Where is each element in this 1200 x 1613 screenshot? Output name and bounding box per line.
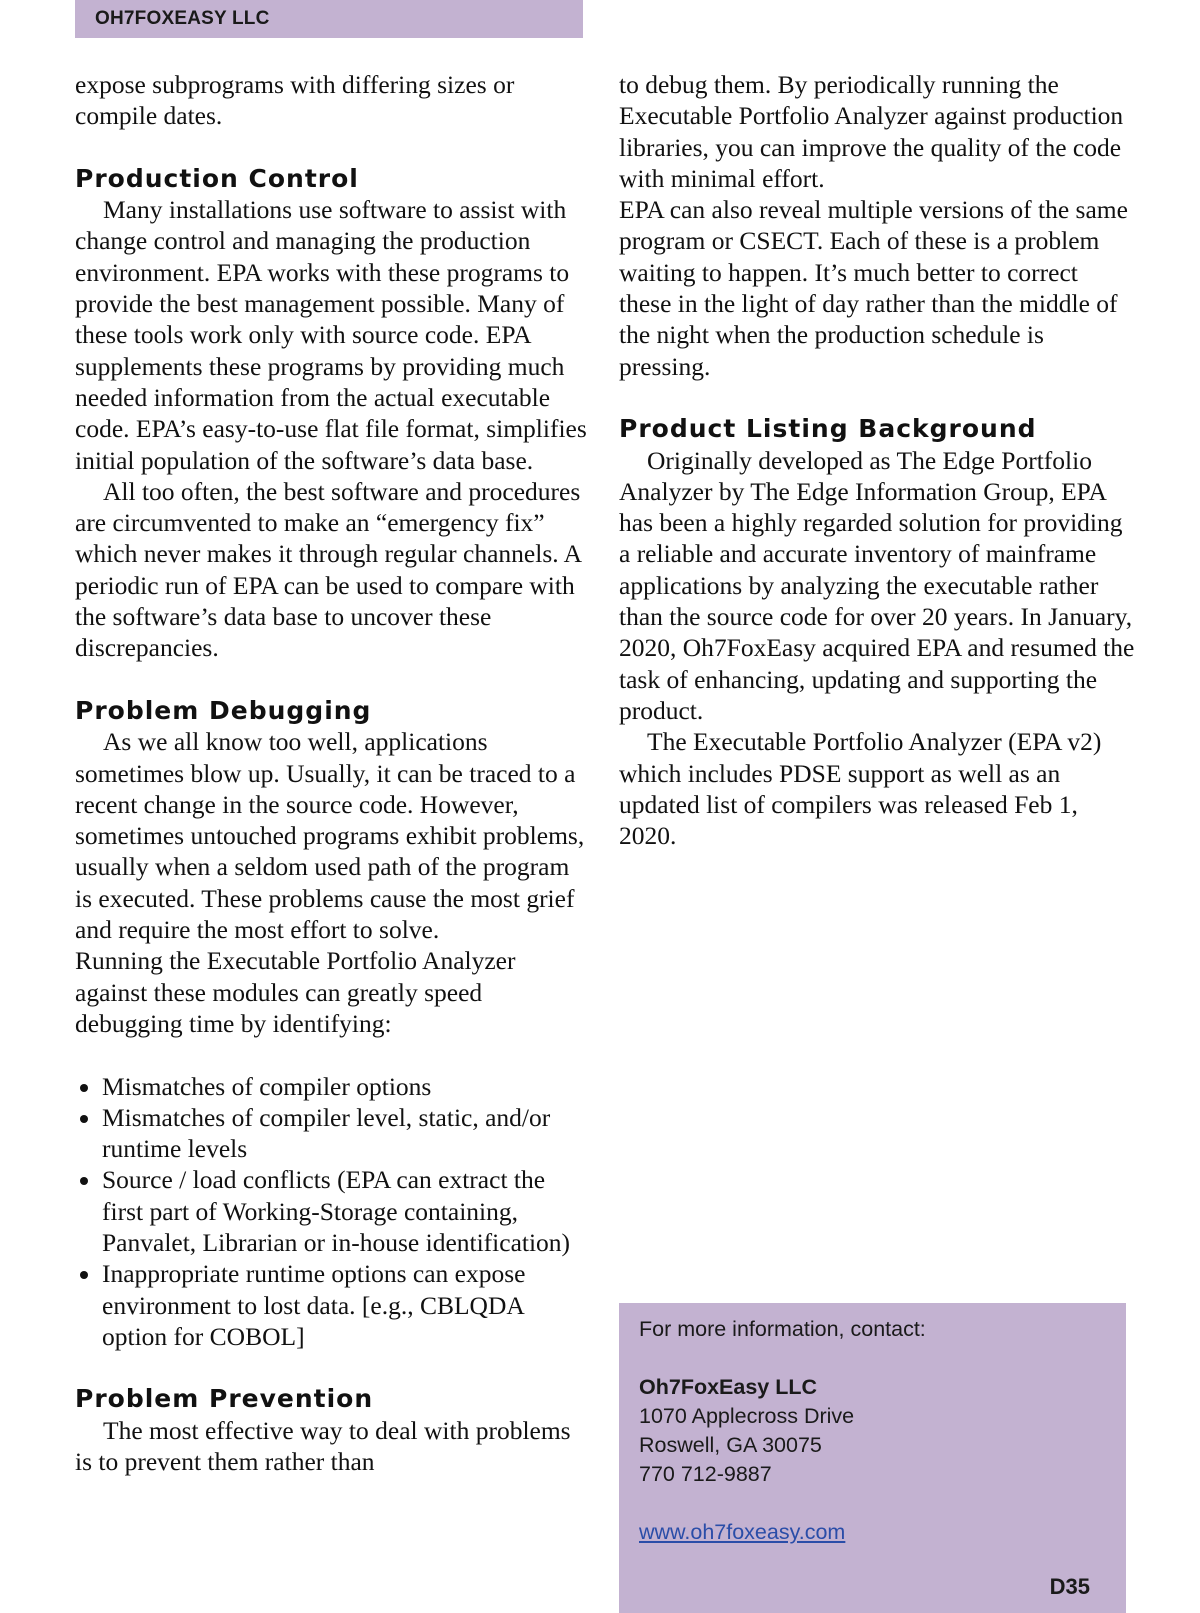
prevention-paragraph: The most effective way to deal with problems is to prevent them rather than (75, 1415, 571, 1477)
contact-company-name: Oh7FoxEasy LLC (639, 1375, 818, 1399)
spacer (75, 1352, 591, 1383)
contact-lead: For more information, contact: (639, 1317, 926, 1341)
background-paragraph-1: Originally developed as The Edge Portfolio Analyzer by The Edge Information Group, EPA has been a highly regarded solution for providing a reliable and accurate inventory of mainframe applications by analyzing the executable rather than the source code for over 20 years. In January, 2020, Oh7FoxEasy acquired EPA and resumed the task of enhancing, updating and supporting the product. (619, 445, 1135, 725)
company-name: OH7FOXEASY LLC (95, 8, 270, 29)
right-column (619, 69, 1135, 851)
contact-content (639, 1315, 926, 1547)
continued-paragraph-2: EPA can also reveal multiple versions of the same program or CSECT. Each of these is a problem waiting to happen. It’s much better to correct these in the light of day rather than the middle of the night when the production schedule is pressing. (619, 195, 1128, 381)
contact-address-line1: 1070 Applecross Drive (639, 1404, 855, 1428)
website-link[interactable]: www.oh7foxeasy.com (639, 1520, 846, 1544)
list-item: • Mismatches of compiler level, static, and/or runtime levels (102, 1102, 591, 1165)
heading-product-listing-background: Product Listing Background (619, 414, 1037, 444)
list-item: • Mismatches of compiler options (102, 1071, 591, 1102)
continued-paragraph-1: to debug them. By periodically running the Executable Portfolio Analyzer against production libraries, you can improve the quality of the code with minimal effort. (619, 70, 1124, 193)
debugging-bullet-list (75, 1071, 591, 1353)
continued-paragraph: expose subprograms with differing sizes or compile dates. (75, 70, 515, 131)
production-paragraph-2: All too often, the best software and procedures are circumvented to make an “emergency fix” which never makes it through regular channels. A periodic run of EPA can be used to compare with the software’s data base to uncover these discrepancies. (75, 476, 581, 663)
contact-address-line2: Roswell, GA 30075 (639, 1433, 822, 1457)
heading-production-control: Production Control (75, 163, 359, 193)
page-number: D35 (1049, 1574, 1090, 1599)
list-item: • Source / load conflicts (EPA can extract the first part of Working-Storage containing, Panvalet, Librarian or in-house identification) (102, 1164, 591, 1258)
left-column (75, 69, 591, 1477)
debugging-paragraph-2: Running the Executable Portfolio Analyzer against these modules can greatly speed debugging time by identifying: (75, 946, 516, 1038)
heading-problem-prevention: Problem Prevention (75, 1384, 374, 1414)
contact-box (619, 1303, 1126, 1613)
contact-phone: 770 712-9887 (639, 1462, 772, 1486)
heading-problem-debugging: Problem Debugging (75, 695, 372, 725)
spacer (75, 664, 591, 695)
spacer (75, 1039, 591, 1070)
list-item: • Inappropriate runtime options can expose environment to lost data. [e.g., CBLQDA option for COBOL] (102, 1258, 591, 1352)
company-header-bar (75, 0, 583, 38)
debugging-paragraph-1: As we all know too well, applications sometimes blow up. Usually, it can be traced to a recent change in the source code. However, sometimes untouched programs exhibit problems, usually when a seldom used path of the program is executed. These problems cause the most grief and require the most effort to solve. (75, 727, 585, 945)
background-paragraph-2: The Executable Portfolio Analyzer (EPA v2) which includes PDSE support as well as an updated list of compilers was released Feb 1, 2020. (619, 727, 1102, 851)
spacer (75, 132, 591, 163)
production-paragraph-1: Many installations use software to assist with change control and managing the production environment. EPA works with these programs to provide the best management possible. Many of these tools work only with source code. EPA supplements these programs by providing much needed information from the actual executable code. EPA’s easy-to-use flat file format, simplifies initial population of the software’s data base. (75, 195, 587, 475)
spacer (619, 382, 1135, 413)
